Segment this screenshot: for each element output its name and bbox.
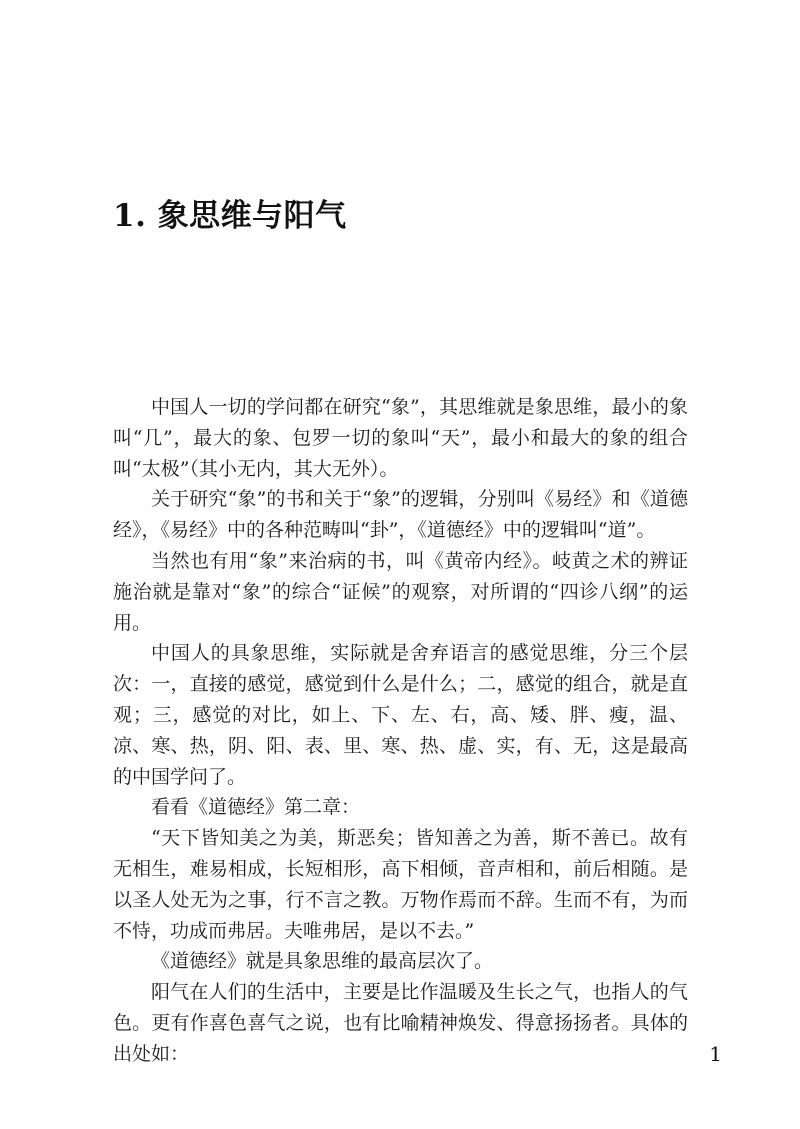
paragraph-daodejing-quote: “天下皆知美之为美，斯恶矣；皆知善之为善，斯不善已。故有无相生，难易相成，长短相形，高下相倾，音声相和，前后相随。是以圣人处无为之事，行不言之教。万物作焉而不辞。生而不有，为而不恃，功成而弗居。夫唯弗居，是以不去。” [113,827,688,942]
body-text [113,392,688,1070]
paragraph-highest-level: 《道德经》就是具象思维的最高层次了。 [151,950,494,973]
page-number: 1 [709,1042,722,1066]
paragraph-chapter-two-intro: 看看《道德经》第二章： [151,796,361,819]
paragraph-yijing-daodejing: 关于研究“象”的书和关于“象”的逻辑，分别叫《易经》和《道德经》，《易经》中的各种范畴叫“卦”，《道德经》中的逻辑叫“道”。 [113,488,688,542]
paragraph-xiang-thinking: 中国人一切的学问都在研究“象”，其思维就是象思维，最小的象叫“几”，最大的象、包罗一切的象叫“天”，最小和最大的象的组合叫“太极”（其小无内，其大无外）。 [113,396,688,480]
paragraph-three-levels: 中国人的具象思维，实际就是舍弃语言的感觉思维，分三个层次：一，直接的感觉，感觉到什么是什么；二，感觉的组合，就是直观；三，感觉的对比，如上、下、左、右，高、矮、胖、瘦，温、凉、寒、热，阴、阳、表、里、寒、热、虚、实，有、无，这是最高的中国学问了。 [113,642,688,788]
paragraph-yang-qi: 阳气在人们的生活中，主要是比作温暖及生长之气，也指人的气色。更有作喜色喜气之说，也有比喻精神焕发、得意扬扬者。具体的出处如： [113,981,688,1065]
paragraph-huangdi-neijing: 当然也有用“象”来治病的书，叫《黄帝内经》。岐黄之术的辨证施治就是靠对“象”的综合“证候”的观察，对所谓的“四诊八纲”的运用。 [113,549,688,634]
chapter-title: 1. 象思维与阳气 [113,198,347,234]
